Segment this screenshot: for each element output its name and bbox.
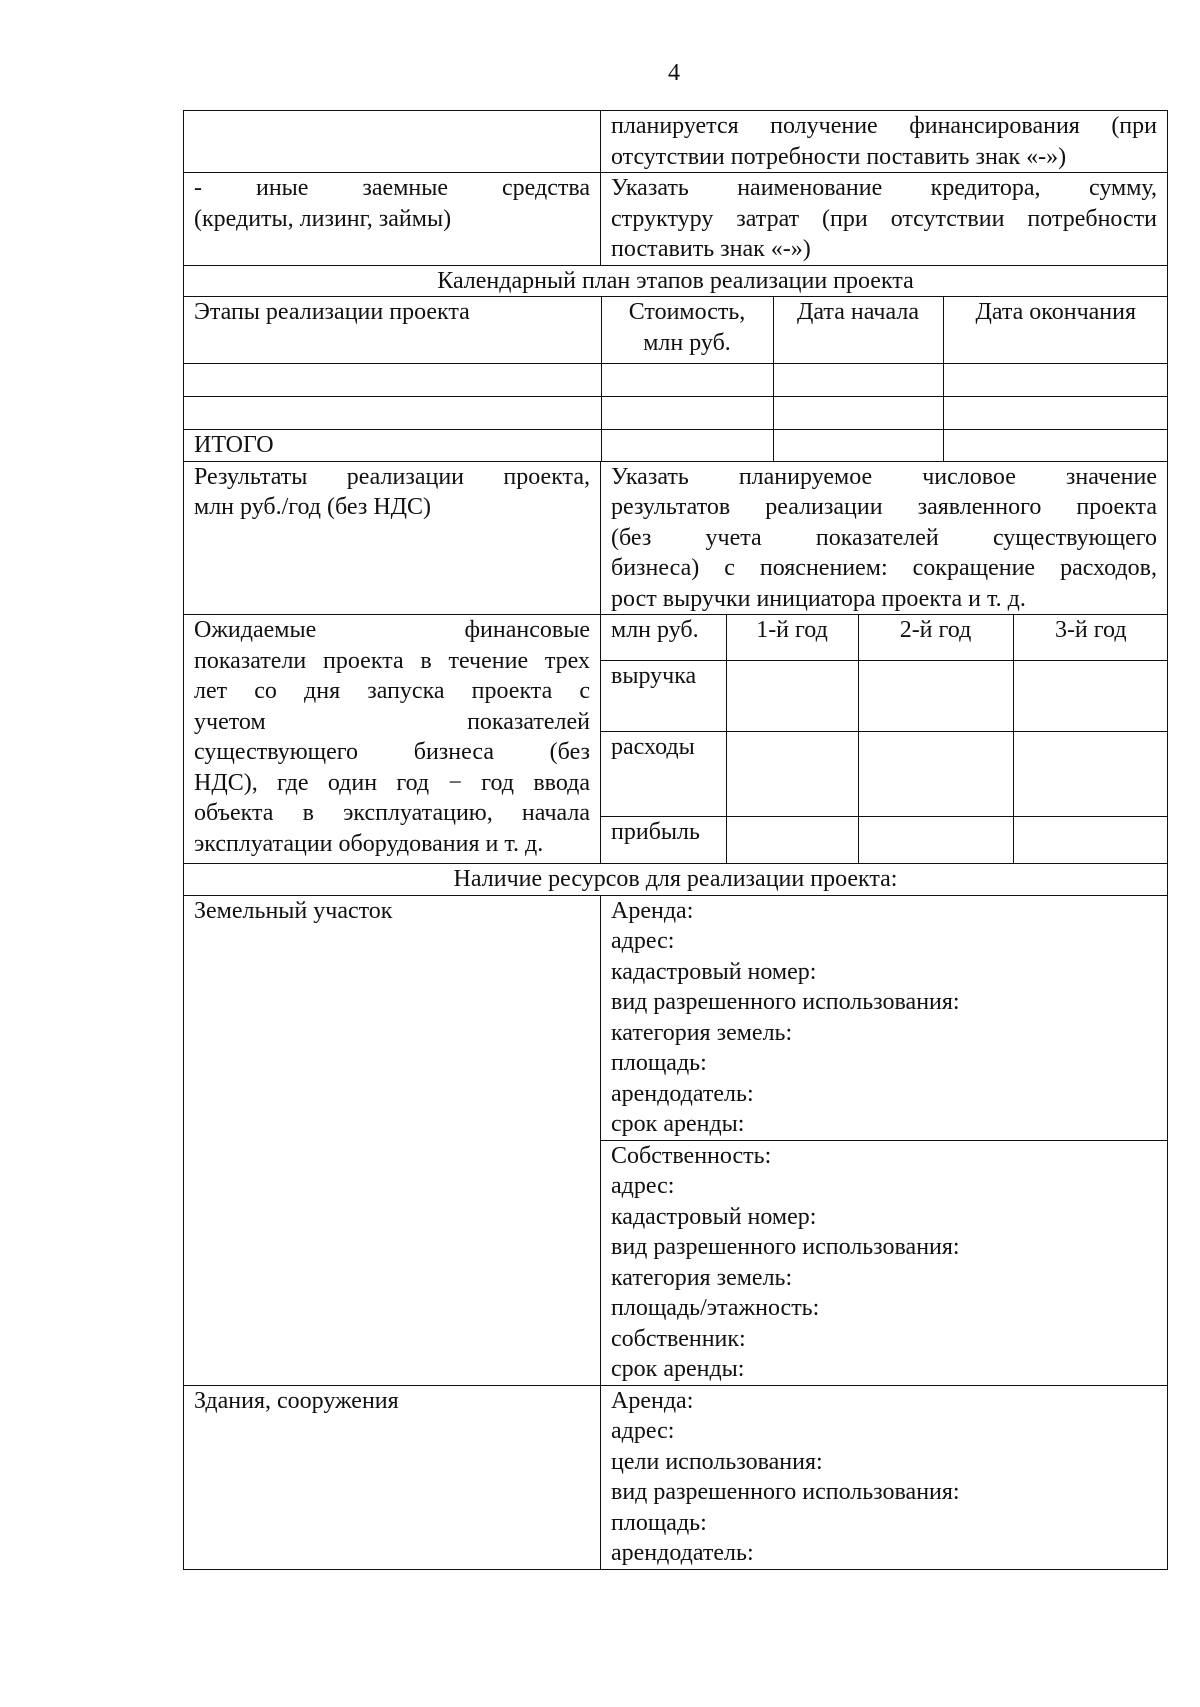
land-label: Земельный участок (184, 895, 601, 1385)
text-line: млн руб. (643, 329, 731, 356)
calendar-col-end: Дата окончания (943, 297, 1168, 364)
text-line: площадь: (611, 1050, 707, 1076)
calendar-cell (943, 397, 1168, 430)
financial-indicators-table (601, 615, 1168, 863)
text-line: вид разрешенного использования: (611, 1234, 960, 1260)
text-line: срок аренды: (611, 1356, 745, 1382)
text-line: площадь: (611, 1509, 707, 1536)
calendar-table (184, 297, 1168, 461)
text-line: млн руб./год (без НДС) (194, 494, 432, 520)
text-line: бизнеса) с пояснением: сокращение расходов, (611, 555, 1157, 581)
calendar-total-label: ИТОГО (184, 430, 601, 461)
financing-tail-left (184, 111, 601, 173)
fin-profit-row (601, 817, 1168, 864)
calendar-cell (943, 430, 1168, 461)
text-line: учетом показателей (194, 708, 590, 735)
buildings-rent-details (601, 1385, 1168, 1569)
text-line: цели использования: (611, 1448, 823, 1475)
calendar-header-row (184, 297, 1168, 364)
calendar-total-row (184, 430, 1168, 461)
text-line: Указать наименование кредитора, сумму, (611, 175, 1157, 201)
text-line: объекта в эксплуатацию, начала (194, 800, 590, 826)
land-rent-details (601, 895, 1168, 1140)
text-line: собственник: (611, 1325, 746, 1352)
results-label (184, 461, 601, 615)
calendar-empty-row (184, 397, 1168, 430)
buildings-label: Здания, сооружения (184, 1385, 601, 1569)
text-line: арендодатель: (611, 1080, 754, 1107)
resources-heading: Наличие ресурсов для реализации проекта: (184, 864, 1168, 896)
text-line: Аренда: (611, 897, 694, 924)
fin-cell (1013, 817, 1168, 864)
text-line: (кредиты, лизинг, займы) (194, 205, 452, 232)
calendar-col-cost (601, 297, 773, 364)
resources-heading-row (184, 864, 1168, 896)
land-own-details (601, 1140, 1168, 1385)
calendar-cell (773, 430, 943, 461)
calendar-cell (184, 364, 601, 397)
expected-label (184, 615, 601, 864)
calendar-empty-row (184, 364, 1168, 397)
fin-cell (858, 817, 1013, 864)
fin-revenue-row (601, 661, 1168, 732)
financing-tail-row (184, 111, 1168, 173)
calendar-heading: Календарный план этапов реализации проекта (184, 265, 1168, 297)
text-line: адрес: (611, 928, 675, 954)
text-line: срок аренды: (611, 1111, 745, 1137)
calendar-cell (601, 397, 773, 430)
text-line: Ожидаемые финансовые (194, 617, 590, 643)
text-line: площадь/этажность: (611, 1295, 820, 1321)
other-loans-row (184, 173, 1168, 266)
calendar-col-stage: Этапы реализации проекта (184, 297, 601, 364)
calendar-cell (184, 397, 601, 430)
text-line: рост выручки инициатора проекта и т. д. (611, 585, 1026, 612)
text-line: НДС), где один год − год ввода (194, 769, 590, 796)
fin-cell (858, 661, 1013, 732)
fin-cell (1013, 732, 1168, 817)
text-line: категория земель: (611, 1264, 793, 1291)
text-line: (без учета показателей существующего (611, 524, 1157, 551)
expected-row (184, 615, 1168, 864)
text-line: вид разрешенного использования: (611, 1479, 960, 1505)
text-line: адрес: (611, 1418, 675, 1444)
fin-cell (726, 732, 858, 817)
page-number: 4 (668, 60, 680, 86)
text-line: кадастровый номер: (611, 958, 817, 985)
text-line: существующего бизнеса (без (194, 739, 590, 765)
calendar-col-start: Дата начала (773, 297, 943, 364)
text-line: вид разрешенного использования: (611, 989, 960, 1015)
fin-row-label: прибыль (601, 817, 726, 864)
fin-year-2: 2-й год (858, 615, 1013, 661)
fin-unit-label: млн руб. (601, 615, 726, 661)
fin-year-3: 3-й год (1013, 615, 1168, 661)
application-form-table (183, 110, 1167, 1570)
text-line: эксплуатации оборудования и т. д. (194, 830, 544, 857)
text-line: арендодатель: (611, 1540, 754, 1566)
fin-cell (1013, 661, 1168, 732)
fin-expenses-row (601, 732, 1168, 817)
text-line: кадастровый номер: (611, 1203, 817, 1230)
text-line: лет со дня запуска проекта с (194, 678, 590, 704)
calendar-cell (943, 364, 1168, 397)
calendar-cell (601, 364, 773, 397)
calendar-cell (773, 364, 943, 397)
other-loans-label (184, 173, 601, 266)
text-line: поставить знак «-») (611, 236, 811, 262)
other-loans-instructions (601, 173, 1168, 266)
text-line: Стоимость, (628, 299, 746, 325)
fin-year-1: 1-й год (726, 615, 858, 661)
calendar-heading-row (184, 265, 1168, 297)
text-line: - иные заемные средства (194, 175, 590, 201)
fin-cell (726, 661, 858, 732)
text-line: планируется получение финансирования (при (611, 113, 1157, 139)
text-line: отсутствии потребности поставить знак «-») (611, 143, 1067, 170)
text-line: показатели проекта в течение трех (194, 647, 590, 674)
results-row (184, 461, 1168, 615)
text-line: Результаты реализации проекта, (194, 463, 590, 490)
calendar-cell (773, 397, 943, 430)
fin-row-label: выручка (601, 661, 726, 732)
results-instructions (601, 461, 1168, 615)
buildings-row (184, 1385, 1168, 1569)
text-line: структуру затрат (при отсутствии потребности (611, 205, 1157, 232)
fin-cell (726, 817, 858, 864)
text-line: результатов реализации заявленного проекта (611, 494, 1157, 520)
land-rent-row (184, 895, 1168, 1140)
financing-tail-right (601, 111, 1168, 173)
calendar-cell (601, 430, 773, 461)
text-line: Указать планируемое числовое значение (611, 463, 1157, 490)
text-line: адрес: (611, 1173, 675, 1199)
text-line: Аренда: (611, 1387, 694, 1414)
fin-header-row (601, 615, 1168, 661)
calendar-block (184, 297, 1168, 462)
fin-row-label: расходы (601, 732, 726, 817)
text-line: категория земель: (611, 1019, 793, 1046)
fin-cell (858, 732, 1013, 817)
text-line: Собственность: (611, 1142, 772, 1169)
